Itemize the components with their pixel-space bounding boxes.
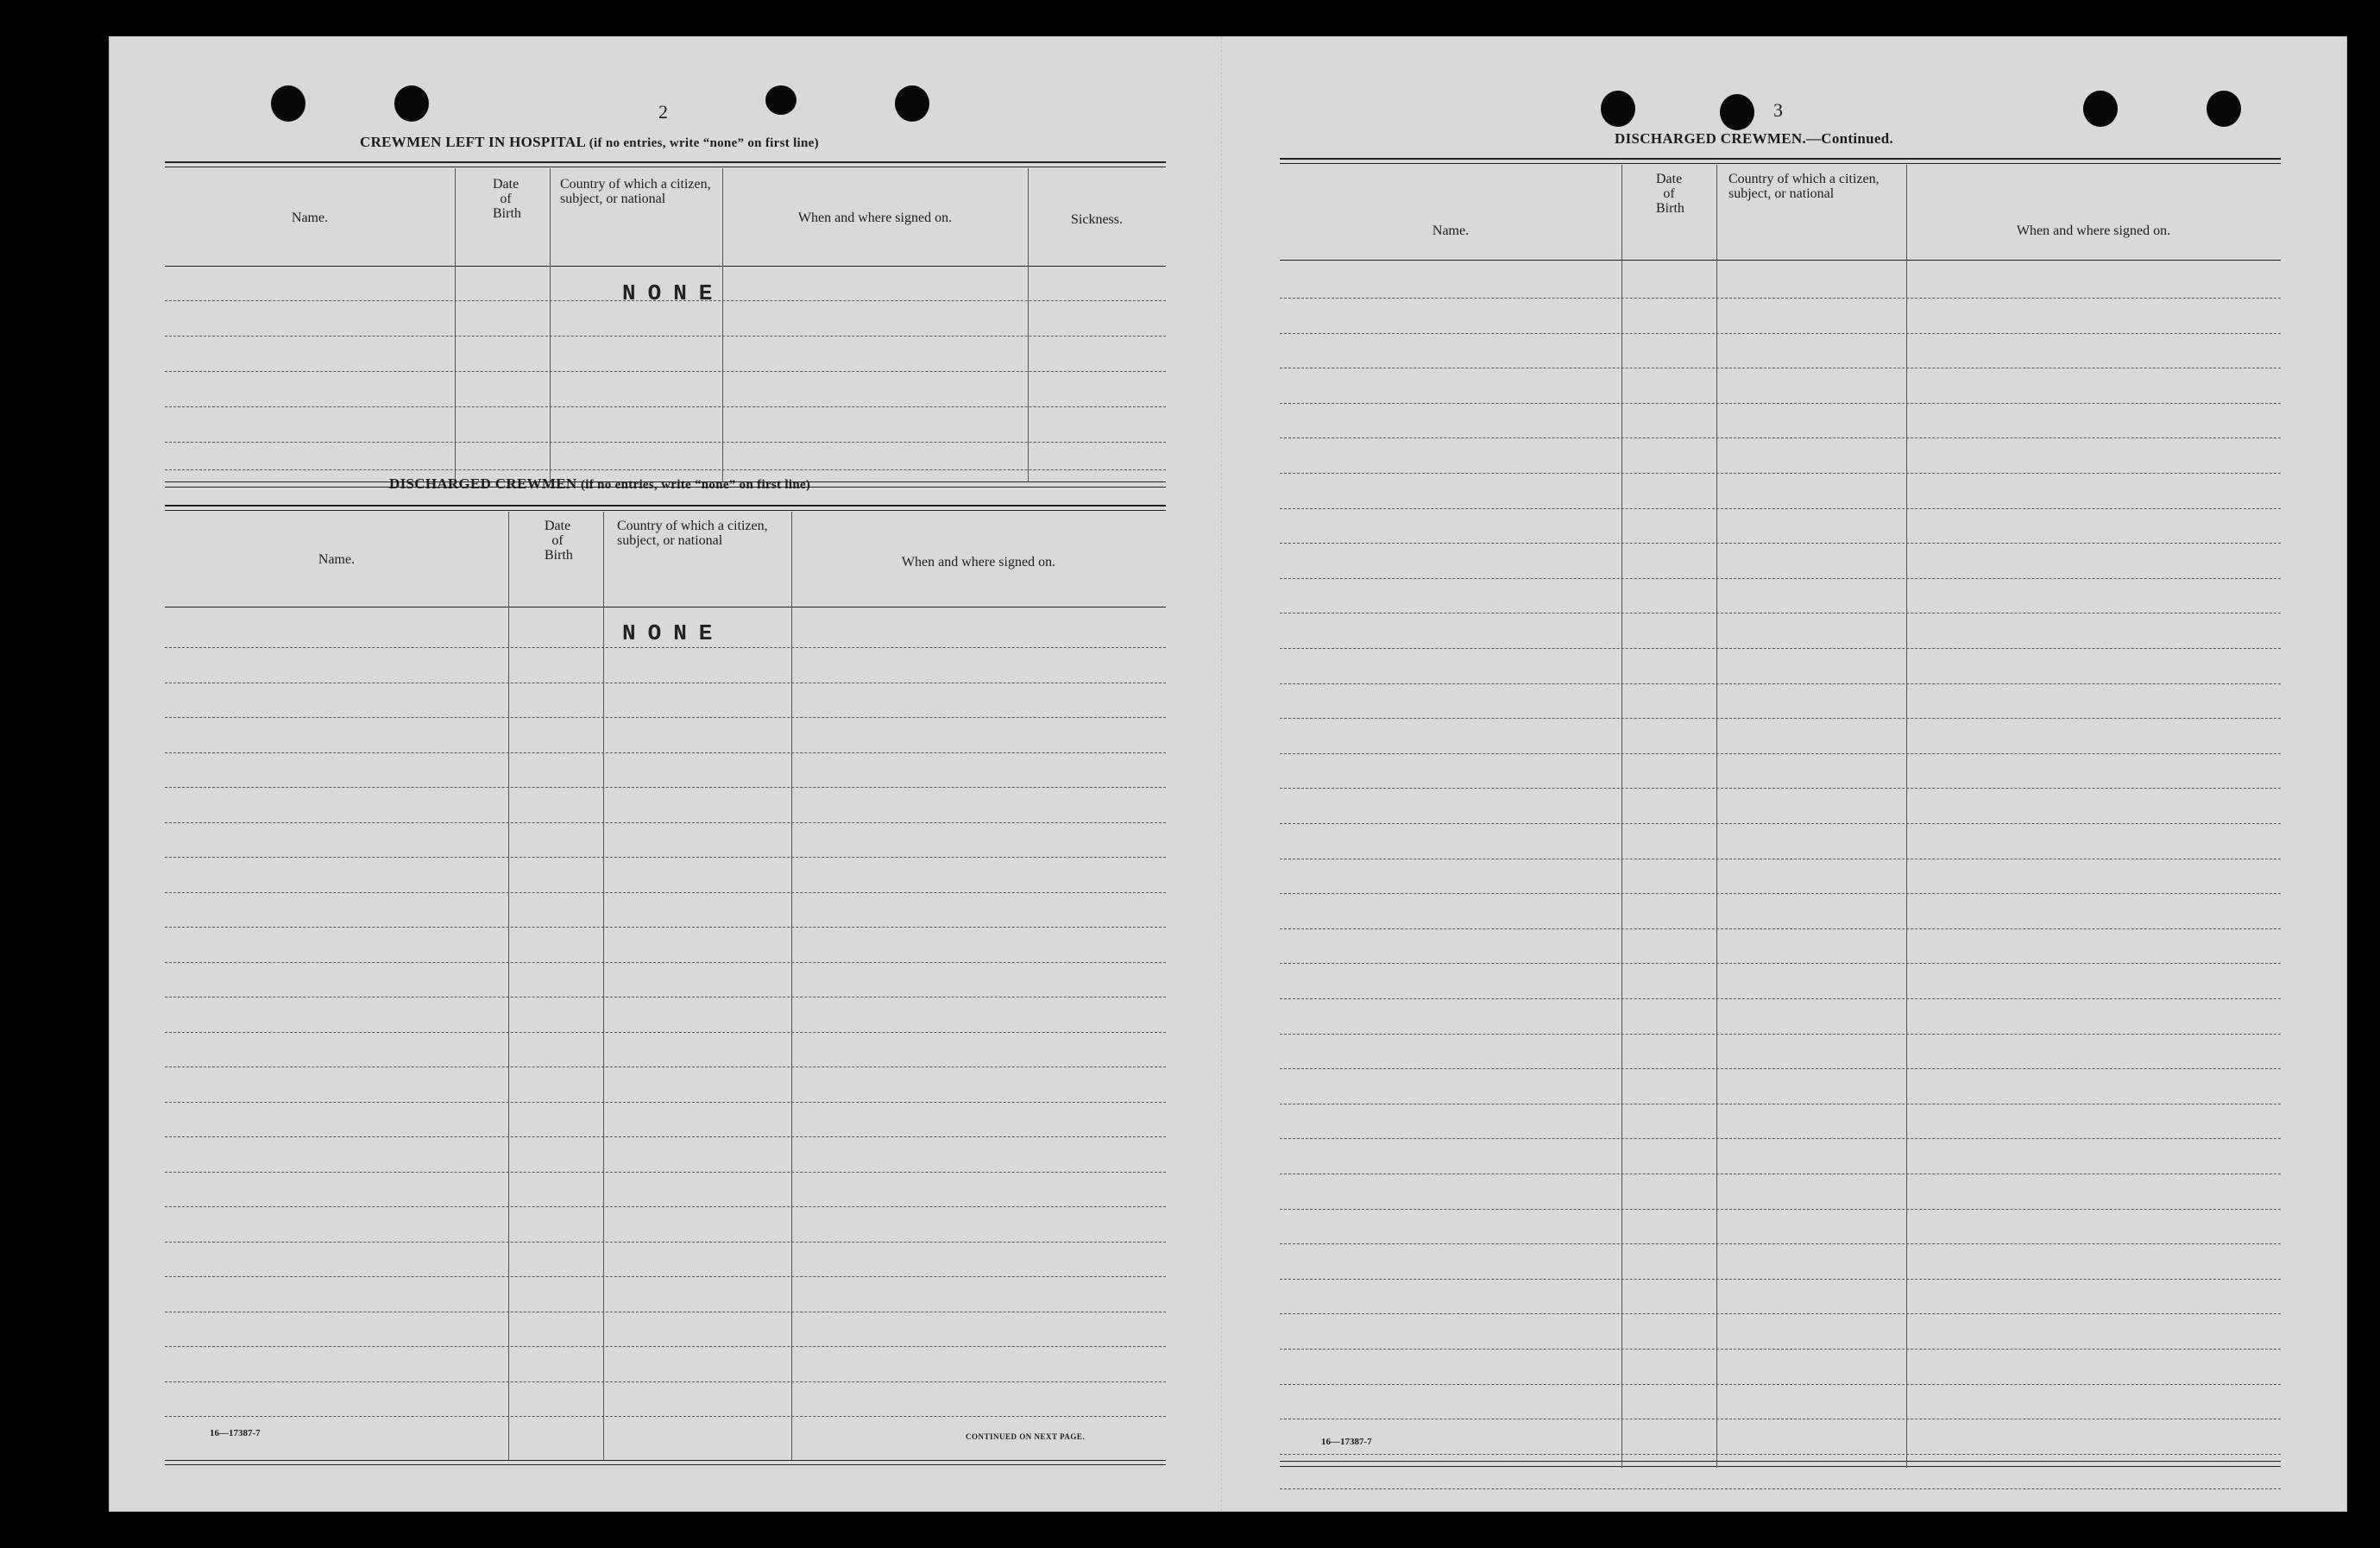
hospital-header-dob: Date of Birth xyxy=(493,177,521,221)
ruled-line xyxy=(1280,928,2281,929)
discharged-header-country: Country of which a citizen, subject, or national xyxy=(617,519,768,548)
discharged-header-when-where: When and where signed on. xyxy=(901,555,1056,569)
punch-hole xyxy=(895,85,929,122)
ruled-line xyxy=(165,892,1166,893)
punch-hole xyxy=(2083,91,2118,127)
punch-hole xyxy=(394,85,429,122)
ruled-line xyxy=(1280,1243,2281,1244)
ruled-line xyxy=(1280,1068,2281,1069)
right-header-name: Name. xyxy=(1432,223,1470,238)
ruled-line xyxy=(165,1276,1166,1277)
punch-hole xyxy=(1601,91,1635,127)
hospital-header-name: Name. xyxy=(291,211,329,225)
ruled-line xyxy=(1280,718,2281,719)
right-header-country: Country of which a citizen, subject, or national xyxy=(1728,172,1879,201)
ruled-line xyxy=(165,857,1166,858)
ruled-line xyxy=(1280,578,2281,579)
continued-note: CONTINUED ON NEXT PAGE. xyxy=(966,1432,1086,1441)
right-section-title: DISCHARGED CREWMEN.—Continued. xyxy=(1615,130,1894,147)
discharged-table xyxy=(165,505,1166,1469)
hospital-none-entry: NONE xyxy=(622,280,725,306)
ruled-line xyxy=(1280,1349,2281,1350)
right-page-number: 3 xyxy=(1773,99,1783,121)
ruled-line xyxy=(165,1381,1166,1382)
discharged-header-dob: Date of Birth xyxy=(545,519,573,563)
ruled-line xyxy=(1280,1488,2281,1489)
punch-hole xyxy=(765,85,796,115)
page-fold xyxy=(1221,37,1222,1511)
ruled-line xyxy=(165,962,1166,963)
left-page-number: 2 xyxy=(658,101,668,123)
ruled-line xyxy=(1280,1138,2281,1139)
right-header-dob: Date of Birth xyxy=(1656,172,1684,216)
ruled-line xyxy=(1280,1279,2281,1280)
ruled-line xyxy=(1280,437,2281,438)
hospital-header-sickness: Sickness. xyxy=(1071,212,1123,227)
left-form-number: 16—17387-7 xyxy=(210,1428,261,1438)
ruled-line xyxy=(1280,753,2281,754)
ruled-line xyxy=(1280,298,2281,299)
ruled-line xyxy=(1280,473,2281,474)
ruled-line xyxy=(1280,508,2281,509)
ruled-line xyxy=(1280,788,2281,789)
punch-hole xyxy=(2207,91,2241,127)
ruled-line xyxy=(165,1346,1166,1347)
ruled-line xyxy=(165,717,1166,718)
discharged-title: DISCHARGED CREWMEN xyxy=(389,475,577,492)
ruled-line xyxy=(165,752,1166,753)
ruled-line xyxy=(1280,1209,2281,1210)
document-page-spread xyxy=(109,36,2347,1512)
ruled-line xyxy=(1280,893,2281,894)
ruled-line xyxy=(1280,963,2281,964)
discharged-section-title xyxy=(389,475,810,493)
ruled-line xyxy=(165,1136,1166,1137)
ruled-line xyxy=(165,1032,1166,1033)
ruled-line xyxy=(1280,543,2281,544)
discharged-none-entry: NONE xyxy=(622,620,725,646)
ruled-line xyxy=(165,647,1166,648)
hospital-header-country: Country of which a citizen, subject, or national xyxy=(560,177,711,206)
ruled-line xyxy=(1280,998,2281,999)
ruled-line xyxy=(1280,1384,2281,1385)
punch-hole xyxy=(271,85,305,122)
ruled-line xyxy=(1280,1313,2281,1314)
hospital-header-when-where: When and where signed on. xyxy=(797,211,953,225)
ruled-line xyxy=(165,1242,1166,1243)
ruled-line xyxy=(165,927,1166,928)
ruled-line xyxy=(1280,683,2281,684)
ruled-line xyxy=(165,1172,1166,1173)
ruled-line xyxy=(165,822,1166,823)
right-form-number: 16—17387-7 xyxy=(1321,1437,1372,1447)
ruled-line xyxy=(165,787,1166,788)
ruled-line xyxy=(1280,1034,2281,1035)
ruled-line xyxy=(1280,648,2281,649)
hospital-section-title xyxy=(360,134,819,151)
ruled-line xyxy=(165,1102,1166,1103)
discharged-instruction: (if no entries, write “none” on first line) xyxy=(581,478,811,492)
punch-hole xyxy=(1720,94,1754,130)
hospital-instruction: (if no entries, write “none” on first line) xyxy=(589,136,819,150)
discharged-header-name: Name. xyxy=(318,552,356,567)
ruled-line xyxy=(165,1206,1166,1207)
ruled-line xyxy=(1280,333,2281,334)
ruled-line xyxy=(165,1416,1166,1417)
ruled-line xyxy=(1280,823,2281,824)
hospital-title: CREWMEN LEFT IN HOSPITAL xyxy=(360,134,586,150)
right-header-when-where: When and where signed on. xyxy=(2016,223,2171,238)
hospital-table xyxy=(165,161,1166,489)
ruled-line xyxy=(1280,1454,2281,1455)
ruled-line xyxy=(1280,613,2281,614)
ruled-line xyxy=(1280,403,2281,404)
discharged-continued-table xyxy=(1280,158,2281,1471)
